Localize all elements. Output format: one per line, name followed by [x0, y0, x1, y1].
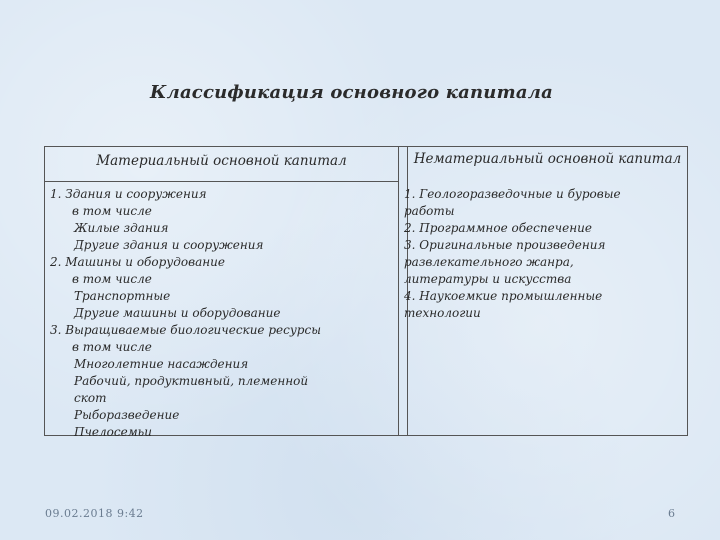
tangible-capital-item: Другие машины и оборудование: [74, 306, 281, 320]
intangible-capital-item: 4. Наукоемкие промышленные: [404, 289, 603, 303]
tangible-capital-list: [50, 186, 395, 441]
tangible-capital-item: Пчелосемьи: [74, 425, 152, 439]
intangible-capital-item: 3. Оригинальные произведения: [404, 238, 606, 252]
tangible-capital-item: Транспортные: [74, 289, 171, 303]
tangible-capital-item: в том числе: [72, 204, 152, 218]
tangible-capital-item: 2. Машины и оборудование: [50, 255, 225, 269]
tangible-capital-item: Рыборазведение: [74, 408, 180, 422]
tangible-capital-item: скот: [74, 391, 107, 405]
tangible-capital-item: в том числе: [72, 340, 152, 354]
tangible-capital-item: в том числе: [72, 272, 152, 286]
tangible-capital-item: Многолетние насаждения: [74, 357, 249, 371]
slide-title: Классификация основного капитала: [150, 82, 553, 103]
classification-table: [44, 146, 688, 439]
tangible-capital-header: Материальный основной капитал: [96, 153, 347, 169]
intangible-capital-item: технологии: [404, 306, 481, 320]
intangible-capital-item: работы: [404, 204, 455, 218]
intangible-capital-item: 2. Программное обеспечение: [404, 221, 592, 235]
intangible-capital-header: Нематериальный основной капитал: [413, 151, 682, 167]
tangible-capital-item: 3. Выращиваемые биологические ресурсы: [50, 323, 321, 337]
tangible-capital-item: Другие здания и сооружения: [74, 238, 264, 252]
footer-date: 09.02.2018 9:42: [45, 507, 144, 520]
intangible-capital-item: литературы и искусства: [404, 272, 572, 286]
tangible-capital-item: Рабочий, продуктивный, племенной: [74, 374, 309, 388]
intangible-capital-item: развлекательного жанра,: [404, 255, 574, 269]
intangible-capital-list: [404, 186, 686, 322]
tangible-capital-item: 1. Здания и сооружения: [50, 187, 207, 201]
tangible-capital-item: Жилые здания: [74, 221, 169, 235]
intangible-capital-item: 1. Геологоразведочные и буровые: [404, 187, 621, 201]
page-number: 6: [668, 507, 675, 520]
